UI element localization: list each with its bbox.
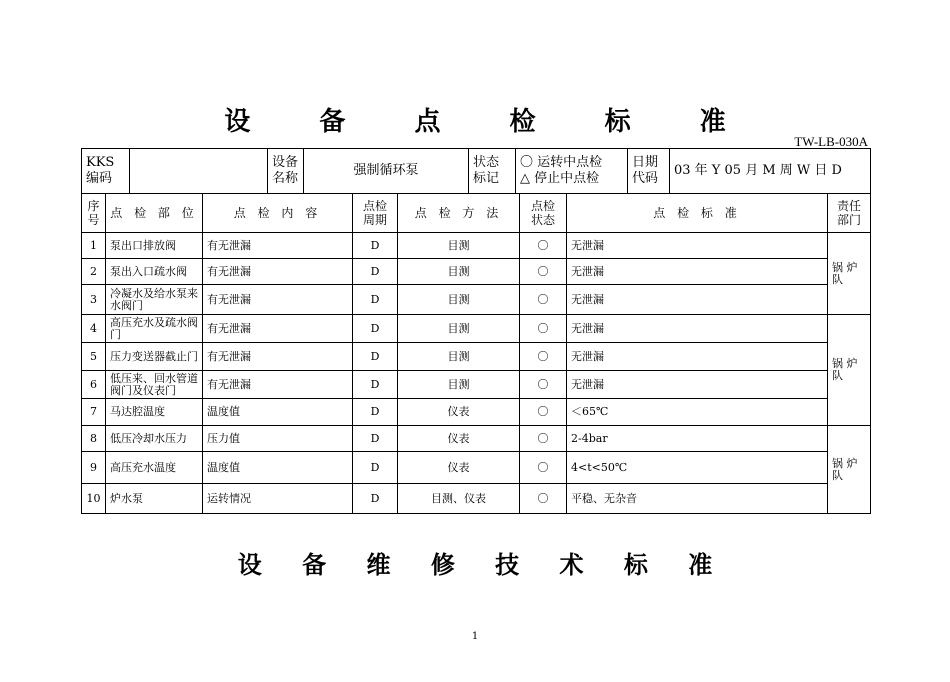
row-cycle: D <box>353 484 398 514</box>
row-method: 目测 <box>398 343 520 371</box>
row-state: 〇 <box>520 399 567 426</box>
row-method: 目测 <box>398 233 520 259</box>
table-row <box>82 259 871 285</box>
table-row <box>82 371 871 399</box>
row-content: 有无泄漏 <box>203 371 353 399</box>
row-cycle: D <box>353 426 398 452</box>
equipment-name-label: 设备 名称 <box>268 149 304 194</box>
row-state: 〇 <box>520 233 567 259</box>
row-state: 〇 <box>520 426 567 452</box>
page-number: 1 <box>471 631 479 642</box>
row-state: 〇 <box>520 259 567 285</box>
row-content: 温度值 <box>203 399 353 426</box>
row-method: 目测 <box>398 285 520 315</box>
row-part: 压力变送器截止门 <box>106 343 203 371</box>
table-row <box>82 484 871 514</box>
row-no: 2 <box>82 259 106 285</box>
status-mark-label: 状态 标记 <box>469 149 516 194</box>
row-method: 仪表 <box>398 426 520 452</box>
row-standard: 平稳、无杂音 <box>567 484 828 514</box>
row-method: 目测 <box>398 315 520 343</box>
row-no: 5 <box>82 343 106 371</box>
row-standard: 2-4bar <box>567 426 828 452</box>
col-header-dept: 责任 部门 <box>828 194 871 233</box>
row-no: 6 <box>82 371 106 399</box>
col-header-method: 点 检 方 法 <box>398 194 520 233</box>
row-standard: 4<t<50℃ <box>567 452 828 484</box>
row-state: 〇 <box>520 285 567 315</box>
header-table <box>81 148 871 194</box>
page-title: 设 备 点 检 标 准 <box>224 107 756 137</box>
date-code-label: 日期 代码 <box>628 149 670 194</box>
table-row <box>82 315 871 343</box>
row-standard: 无泄漏 <box>567 259 828 285</box>
row-no: 10 <box>82 484 106 514</box>
row-standard: 无泄漏 <box>567 285 828 315</box>
date-code-value: 03 年 Y 05 月 M 周 W 日 D <box>670 149 871 194</box>
responsible-dept: 锅 炉 队 <box>828 233 871 315</box>
row-state: 〇 <box>520 343 567 371</box>
row-no: 1 <box>82 233 106 259</box>
row-part: 炉水泵 <box>106 484 203 514</box>
row-cycle: D <box>353 233 398 259</box>
row-content: 有无泄漏 <box>203 233 353 259</box>
kks-value <box>130 149 268 194</box>
col-header-cycle: 点检 周期 <box>353 194 398 233</box>
row-method: 目测 <box>398 371 520 399</box>
row-standard: 无泄漏 <box>567 233 828 259</box>
table-row <box>82 399 871 426</box>
col-header-standard: 点 检 标 准 <box>567 194 828 233</box>
row-cycle: D <box>353 343 398 371</box>
row-content: 压力值 <box>203 426 353 452</box>
row-content: 有无泄漏 <box>203 343 353 371</box>
row-content: 有无泄漏 <box>203 285 353 315</box>
responsible-dept: 锅 炉 队 <box>828 315 871 426</box>
row-cycle: D <box>353 315 398 343</box>
table-row <box>82 285 871 315</box>
row-no: 3 <box>82 285 106 315</box>
row-content: 有无泄漏 <box>203 259 353 285</box>
status-stopped: △ 停止中点检 <box>520 171 600 186</box>
row-cycle: D <box>353 259 398 285</box>
inspection-table <box>81 193 871 514</box>
row-cycle: D <box>353 371 398 399</box>
col-header-no: 序号 <box>82 194 106 233</box>
row-part: 低压来、回水管道阀门及仪表门 <box>106 371 203 399</box>
row-part: 高压充水及疏水阀门 <box>106 315 203 343</box>
row-standard: 无泄漏 <box>567 371 828 399</box>
row-part: 马达腔温度 <box>106 399 203 426</box>
row-cycle: D <box>353 399 398 426</box>
row-method: 仪表 <box>398 452 520 484</box>
row-part: 低压冷却水压力 <box>106 426 203 452</box>
row-no: 8 <box>82 426 106 452</box>
row-cycle: D <box>353 452 398 484</box>
status-mark-value <box>516 149 628 194</box>
status-running: 〇 运转中点检 <box>520 155 603 170</box>
row-cycle: D <box>353 285 398 315</box>
table-row <box>82 426 871 452</box>
row-no: 4 <box>82 315 106 343</box>
col-header-content: 点 检 内 容 <box>203 194 353 233</box>
row-part: 高压充水温度 <box>106 452 203 484</box>
col-header-state: 点检 状态 <box>520 194 567 233</box>
table-row <box>82 233 871 259</box>
row-standard: 无泄漏 <box>567 315 828 343</box>
document-code: TW-LB-030A <box>794 134 868 149</box>
row-standard: 无泄漏 <box>567 343 828 371</box>
row-standard: ＜65℃ <box>567 399 828 426</box>
row-state: 〇 <box>520 371 567 399</box>
equipment-name-value: 强制循环泵 <box>304 149 469 194</box>
row-content: 温度值 <box>203 452 353 484</box>
row-part: 冷凝水及给水泵来水阀门 <box>106 285 203 315</box>
row-content: 运转情况 <box>203 484 353 514</box>
row-content: 有无泄漏 <box>203 315 353 343</box>
row-state: 〇 <box>520 315 567 343</box>
row-state: 〇 <box>520 484 567 514</box>
row-method: 目测、仪表 <box>398 484 520 514</box>
row-part: 泵出口排放阀 <box>106 233 203 259</box>
row-method: 目测 <box>398 259 520 285</box>
table-row <box>82 343 871 371</box>
col-header-part: 点 检 部 位 <box>106 194 203 233</box>
row-no: 9 <box>82 452 106 484</box>
row-no: 7 <box>82 399 106 426</box>
responsible-dept: 锅 炉 队 <box>828 426 871 514</box>
kks-label: KKS 编码 <box>82 149 130 194</box>
section-title: 设 备 维 修 技 术 标 准 <box>237 550 729 579</box>
row-part: 泵出入口疏水阀 <box>106 259 203 285</box>
table-row <box>82 452 871 484</box>
row-state: 〇 <box>520 452 567 484</box>
table-header-row <box>82 194 871 233</box>
row-method: 仪表 <box>398 399 520 426</box>
